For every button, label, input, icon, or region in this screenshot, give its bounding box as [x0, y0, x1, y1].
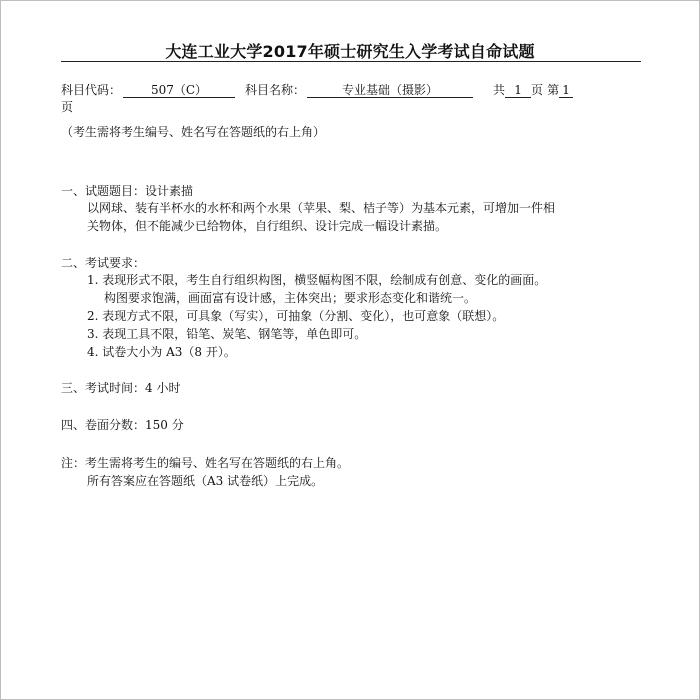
total-pages-prefix: 共: [493, 83, 506, 97]
page-title: 大连工业大学2017年硕士研究生入学考试自命试题: [165, 42, 535, 61]
requirement-3: 3. 表现工具不限，铅笔、炭笔、钢笔等，单色即可。: [87, 327, 367, 341]
requirement-4: 4. 试卷大小为 A3（8 开）。: [87, 345, 236, 359]
requirement-1-continued: 构图要求饱满，画面富有设计感，主体突出；要求形态变化和谐统一。: [104, 291, 477, 305]
section-3-heading: 三、考试时间：4 小时: [61, 381, 181, 395]
current-page-value: 1: [559, 84, 573, 98]
section-4-heading: 四、卷面分数：150 分: [61, 418, 184, 432]
section-1-line-2: 关物体，但不能减少已给物体，自行组织、设计完成一幅设计素描。: [87, 219, 448, 233]
subject-code-label: 科目代码：: [61, 83, 122, 97]
subject-info-row: [61, 83, 573, 98]
subject-code-value: 507（C）: [123, 84, 235, 98]
requirement-2: 2. 表现方式不限，可具象（写实），可抽象（分割、变化），也可意象（联想）。: [87, 309, 505, 323]
note-line-2: 所有答案应在答题纸（A3 试卷纸）上完成。: [87, 474, 324, 488]
page-unit: 页: [531, 83, 544, 97]
section-1-heading: 一、试题题目：设计素描: [61, 184, 194, 198]
note-line-1: 注：考生需将考生的编号、姓名写在答题纸的右上角。: [61, 456, 350, 470]
requirement-1: 1. 表现形式不限，考生自行组织构图，横竖幅构图不限，绘制成有创意、变化的画面。: [87, 273, 547, 287]
page-unit-wrap: 页: [61, 100, 74, 114]
subject-name-label: 科目名称：: [245, 83, 306, 97]
instruction-text: （考生需将考生编号、姓名写在答题纸的右上角）: [61, 125, 326, 139]
total-pages-value: 1: [505, 84, 531, 98]
subject-name-value: 专业基础（摄影）: [307, 84, 473, 98]
title-divider: [61, 61, 641, 62]
section-2-heading: 二、考试要求：: [61, 256, 146, 270]
current-page-prefix: 第: [547, 83, 560, 97]
section-1-line-1: 以网球、装有半杯水的水杯和两个水果（苹果、梨、桔子等）为基本元素，可增加一件相: [87, 201, 556, 215]
